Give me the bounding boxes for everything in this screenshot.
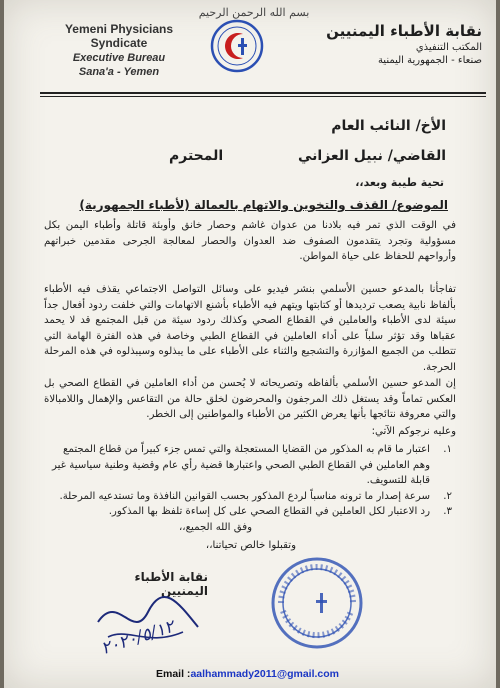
list-item-text: رد الاعتبار لكل العاملين في القطاع الصحي على كل إساءة تلفظ بها المذكور. xyxy=(108,506,430,517)
syndicate-name-en: Yemeni Physicians Syndicate xyxy=(64,22,174,50)
syndicate-logo xyxy=(209,18,265,74)
addressee-title: الأخ/ النائب العام xyxy=(331,118,446,134)
location-en: Sana'a - Yemen xyxy=(78,66,160,78)
basmala-calligraphy: بسم الله الرحمن الرحيم xyxy=(198,6,310,19)
list-item-number: ١. xyxy=(443,444,452,455)
signature-title: نقابة الأطباء اليمنيين xyxy=(134,570,208,598)
footer-email xyxy=(156,668,339,680)
list-item-text: اعتبار ما قام به المذكور من القضايا المستعجلة والتي تمس جزء كبيراً من قطاع المجتمع وهم العاملين في القطاع الطبي الصحي واعتبارها قضية رأي عام وقضية وطنية سياسية غير قابلة للتسويف. xyxy=(51,444,430,486)
letterhead-arabic xyxy=(322,22,482,66)
requests-intro: وعليه نرجوكم الآتي: xyxy=(371,426,456,437)
bureau-name-en: Executive Bureau xyxy=(72,52,166,64)
syndicate-name-ar: نقابة الأطباء اليمنيين xyxy=(326,22,482,40)
bureau-name-ar: المكتب التنفيذي xyxy=(415,42,482,53)
letterhead-english xyxy=(44,22,194,78)
subject-line: الموضوع/ القذف والتخوين والاتهام بالعمالة (لأطباء الجمهورية) xyxy=(79,198,448,212)
header-divider-thin xyxy=(40,96,486,97)
email-address[interactable]: aalhammady2011@gmail.com xyxy=(190,668,340,680)
location-ar: صنعاء - الجمهورية اليمنية xyxy=(377,55,482,66)
addressee-honorific: المحترم xyxy=(169,148,224,164)
letter-paper xyxy=(4,0,496,688)
list-item-number: ٢. xyxy=(443,490,452,502)
closing-blessing: وفق الله الجميع،، xyxy=(179,522,253,533)
body-paragraph: تفاجأنا بالمدعو حسين الأسلمي بنشر فيديو على وسائل التواصل الاجتماعي يقذف فيه الأطباء بألفاظ نابية يصعب ترديدها أو كتابتها ويتهم فيه الأطباء بأشنع الاتهامات والتي خلفت ردود أفعال جداً سيئة لدى الأطباء والعاملين في القطاع الصحي وكذلك ردود سيئة من قبل المجتمع قد لا يحمد عقباها وقد تؤثر سلباً على أداء العاملين في القطاع الطبي وخاصة في هذه الفترة الهامة التي تتطلب من الجميع المؤازرة والتشجيع والثناء على الأطباء على ما يبذلوه وسيبذلوه في هذه المرحلة الحرجة. xyxy=(44,284,456,373)
closing-regards: وتقبلوا خالص تحياتنا،، xyxy=(205,540,296,551)
list-item-number: ٣. xyxy=(443,506,452,517)
body-paragraph: إن المدعو حسين الأسلمي بألفاظه وتصريحاته لا يُحسن من أداء العاملين في القطاع الصحي بل العكس تماماً وقد يستغل ذلك المرجفون والمحرضون لخلق حالة من التقاعس والإهمال واللامبالاة والتي معروفة نتائجها بأنها يعرض الكثير من الأطباء والمواطنين إلى الخطر. xyxy=(44,378,456,420)
list-item-text: سرعة إصدار ما ترونه مناسباً لردع المذكور بحسب القوانين النافذة وما تستدعيه المرحلة. xyxy=(59,490,430,502)
addressee-name: القاضي/ نبيل العزاني xyxy=(297,148,446,164)
header-divider xyxy=(40,92,486,94)
official-stamp xyxy=(269,555,365,651)
greeting: تحية طيبة وبعد،، xyxy=(355,176,444,189)
body-paragraph: في الوقت الذي تمر فيه بلادنا من عدوان غاشم وحصار خانق وأوبئة قاتلة وأطباء اليمن بكل مسؤولية وتجرد يتقدمون الصفوف ضد العدوان والحصار لمعالجة الجرحى مقدمين خبراتهم وأرواحهم للحفاظ على حياة المواطن. xyxy=(44,220,456,262)
list-item xyxy=(44,504,452,520)
list-item xyxy=(44,442,452,489)
requests-list xyxy=(44,442,452,520)
signature-date: ٢٠٢٠/٥/١٢ xyxy=(98,616,177,660)
list-item xyxy=(44,489,452,505)
email-label: Email : xyxy=(156,668,191,680)
